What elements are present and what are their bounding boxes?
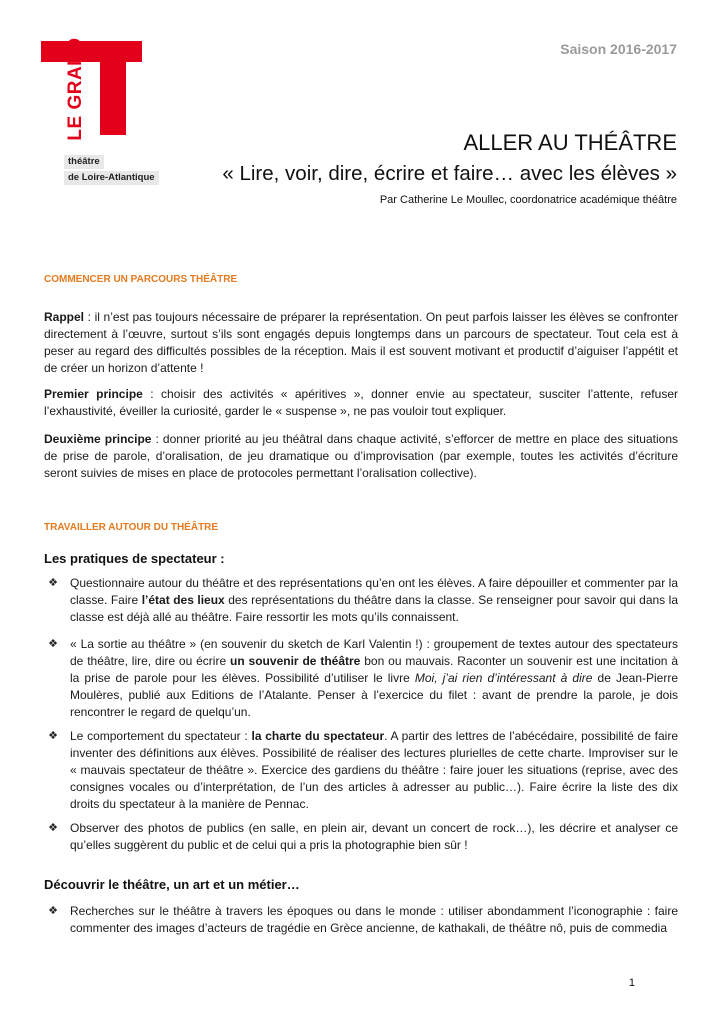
logo-tag-region: de Loire-Atlantique (64, 171, 159, 185)
logo-bar-horizontal (41, 41, 142, 62)
list-item (44, 820, 678, 854)
list-item-text: « La sortie au théâtre » (en souvenir du sketch de Karl Valentin !) : groupement de textes autour des spectateurs de théâtre, lire, dire ou écrire un souvenir de théâtre bon ou mauvais. Raconter un souvenir est une incitation à la prise de parole pour les élèves. Possibilité d’utiliser le livre Moi, j’ai rien d’intéressant à dire de Jean-Pierre Moulères, publié aux Editions de l’Atalante. Penser à l’exercice du filet : avant de prendre la parole, je dois rencontrer le regard de quelqu’un. (70, 637, 679, 719)
subheading-decouvrir: Découvrir le théâtre, un art et un métier… (44, 877, 300, 892)
text-deuxieme-principe: : donner priorité au jeu théâtral dans chaque activité, s’efforcer de mettre en place des situations de prise de parole, d’oralisation, de jeu dramatique ou d’improvisation (par exemple, toutes les activités d’écriture seront suivies de mises en place de protocoles permettant l’oralisation collective). (44, 432, 678, 480)
document-subtitle: « Lire, voir, dire, écrire et faire… avec les élèves » (222, 162, 677, 185)
label-rappel: Rappel (44, 310, 85, 324)
logo-name-box (64, 37, 88, 141)
list-item (44, 636, 678, 721)
section-heading-travailler: TRAVAILLER AUTOUR DU THÉÂTRE (44, 522, 219, 533)
diamond-bullet-icon: ❖ (48, 822, 58, 834)
diamond-bullet-icon: ❖ (48, 730, 58, 742)
text-premier-principe: : choisir des activités « apéritives », donner envie au spectateur, susciter l’attente, refuser l’exhaustivité, éveiller la curiosité, garder le « suspense », ne pas vouloir tout expliquer. (44, 387, 678, 418)
diamond-bullet-icon: ❖ (48, 577, 58, 589)
section-heading-commencer: COMMENCER UN PARCOURS THÉÂTRE (44, 274, 238, 285)
paragraph-rappel (44, 309, 678, 377)
list-item-text: Observer des photos de publics (en salle, en plein air, devant un concert de rock…), les décrire et analyser ce qu’elles suggèrent du public et de celui qui a pris la photographie bien sûr ! (70, 821, 678, 852)
subheading-pratiques: Les pratiques de spectateur : (44, 551, 225, 566)
list-item-text: Questionnaire autour du théâtre et des représentations qu’en ont les élèves. A faire dépouiller et commenter par la classe. Faire l’état des lieux des représentations du théâtre dans la classe. Se renseigner pour savoir qui dans la classe est déjà allé au théâtre. Faire ressortir les mots qu’ils connaissent. (70, 576, 679, 624)
logo-tag-theatre: théâtre (64, 155, 104, 169)
paragraph-premier-principe (44, 386, 678, 420)
list-item-text: Le comportement du spectateur : la charte du spectateur. A partir des lettres de l’abécédaire, possibilité de faire inventer des définitions aux élèves. Possibilité de réaliser des lectures plurielles de cette charte. Improviser sur le « mauvais spectateur de théâtre ». Exercice des gardiens du théâtre : faire jouer les situations (reprise, avec des consignes vocales ou d’interprétation, de l’un des articles à adresser au public…). Faire écrire la liste des dix droits du spectateur à la manière de Pennac. (70, 729, 678, 811)
season-label: Saison 2016-2017 (560, 41, 677, 57)
list-item (44, 575, 678, 626)
document-title: ALLER AU THÉÂTRE (463, 130, 677, 155)
author-byline: Par Catherine Le Moullec, coordonatrice académique théâtre (379, 194, 677, 206)
label-premier-principe: Premier principe (44, 387, 143, 401)
label-deuxieme-principe: Deuxième principe (44, 432, 152, 446)
list-item (44, 728, 678, 813)
text-rappel: : il n’est pas toujours nécessaire de préparer la représentation. On peut parfois laisser les élèves se confronter directement à l’œuvre, surtout s’ils sont engagés depuis longtemps dans un parcours de spectateur. Tout cela est à peser au regard des difficultés possibles de la réception. Mais il est souvent motivant et productif d’aiguiser l’appétit et de créer un horizon d’attente ! (44, 310, 678, 375)
diamond-bullet-icon: ❖ (48, 638, 58, 650)
logo-bar-vertical (100, 62, 126, 135)
logo-name: LE GRAND (65, 37, 86, 141)
paragraph-deuxieme-principe (44, 431, 678, 482)
diamond-bullet-icon: ❖ (48, 905, 58, 917)
page-number: 1 (628, 977, 635, 989)
list-item (44, 903, 678, 937)
list-item-text: Recherches sur le théâtre à travers les époques ou dans le monde : utiliser abondamment l’iconographie : faire commenter des images d’acteurs de tragédie en Grèce ancienne, de kathakali, de théâtre nô, puis de commedia (70, 904, 678, 935)
